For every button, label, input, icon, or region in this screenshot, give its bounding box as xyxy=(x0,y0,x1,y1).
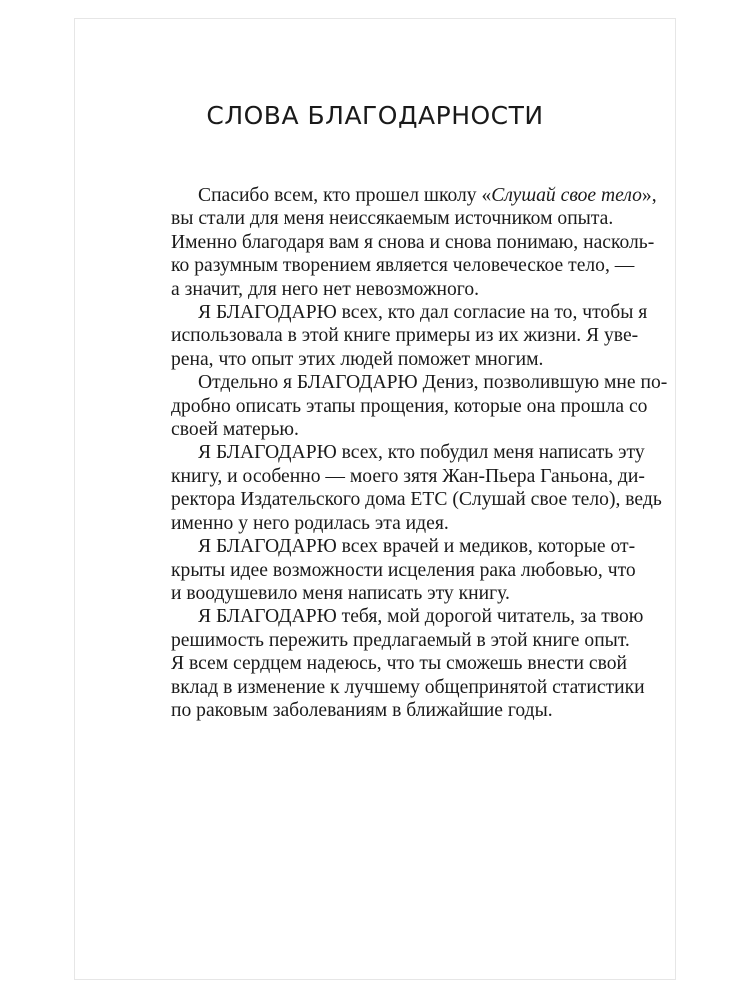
paragraph xyxy=(144,184,657,301)
text-segment: », xyxy=(641,185,657,206)
text-line: по раковым заболеваниям в ближайшие годы. xyxy=(171,699,553,721)
text-line: Я БЛАГОДАРЮ всех, кто дал согласие на то, чтобы я xyxy=(198,302,648,324)
page-title: СЛОВА БЛАГОДАРНОСТИ xyxy=(206,101,544,130)
text-line: дробно описать этапы прощения, которые она прошла со xyxy=(171,395,648,417)
text-segment: Спасибо всем, кто прошел школу « xyxy=(198,185,492,206)
text-line: крыты идее возможности исцеления рака любовью, что xyxy=(171,559,636,581)
emphasized-title: Слушай свое тело xyxy=(491,185,642,206)
text-line: решимость пережить предлагаемый в этой книге опыт. xyxy=(171,629,630,651)
paragraph xyxy=(144,371,668,441)
book-page xyxy=(74,18,676,980)
text-line: Именно благодаря вам я снова и снова понимаю, насколь- xyxy=(171,231,655,253)
text-line: именно у него родилась эта идея. xyxy=(171,512,449,534)
text-line: Я БЛАГОДАРЮ тебя, мой дорогой читатель, за твою xyxy=(198,606,644,628)
text-line: Отдельно я БЛАГОДАРЮ Дениз, позволившую мне по- xyxy=(198,372,668,394)
text-line xyxy=(144,184,657,207)
text-line: книгу, и особенно — моего зятя Жан-Пьера Ганьона, ди- xyxy=(171,465,645,487)
paragraph xyxy=(144,535,636,605)
paragraph xyxy=(144,301,648,371)
text-line: ко разумным творением является человеческое тело, — xyxy=(171,255,635,277)
paragraph xyxy=(144,605,645,722)
text-line: своей матерью. xyxy=(171,419,299,441)
text-line: вклад в изменение к лучшему общепринятой статистики xyxy=(171,676,645,698)
text-line: рена, что опыт этих людей поможет многим. xyxy=(171,348,544,370)
text-line: и воодушевило меня написать эту книгу. xyxy=(171,582,510,604)
text-line: ректора Издательского дома ETC (Слушай свое тело), ведь xyxy=(171,489,662,511)
text-line: а значит, для него нет невозможного. xyxy=(171,278,480,300)
paragraph xyxy=(144,441,662,535)
text-line: Я БЛАГОДАРЮ всех, кто побудил меня написать эту xyxy=(198,442,645,464)
acknowledgements-text xyxy=(144,184,668,722)
text-line: Я БЛАГОДАРЮ всех врачей и медиков, которые от- xyxy=(198,536,636,558)
text-line: использовала в этой книге примеры из их жизни. Я уве- xyxy=(171,325,639,347)
text-line: Я всем сердцем надеюсь, что ты сможешь внести свой xyxy=(171,653,628,675)
text-line: вы стали для меня неиссякаемым источником опыта. xyxy=(171,208,614,230)
